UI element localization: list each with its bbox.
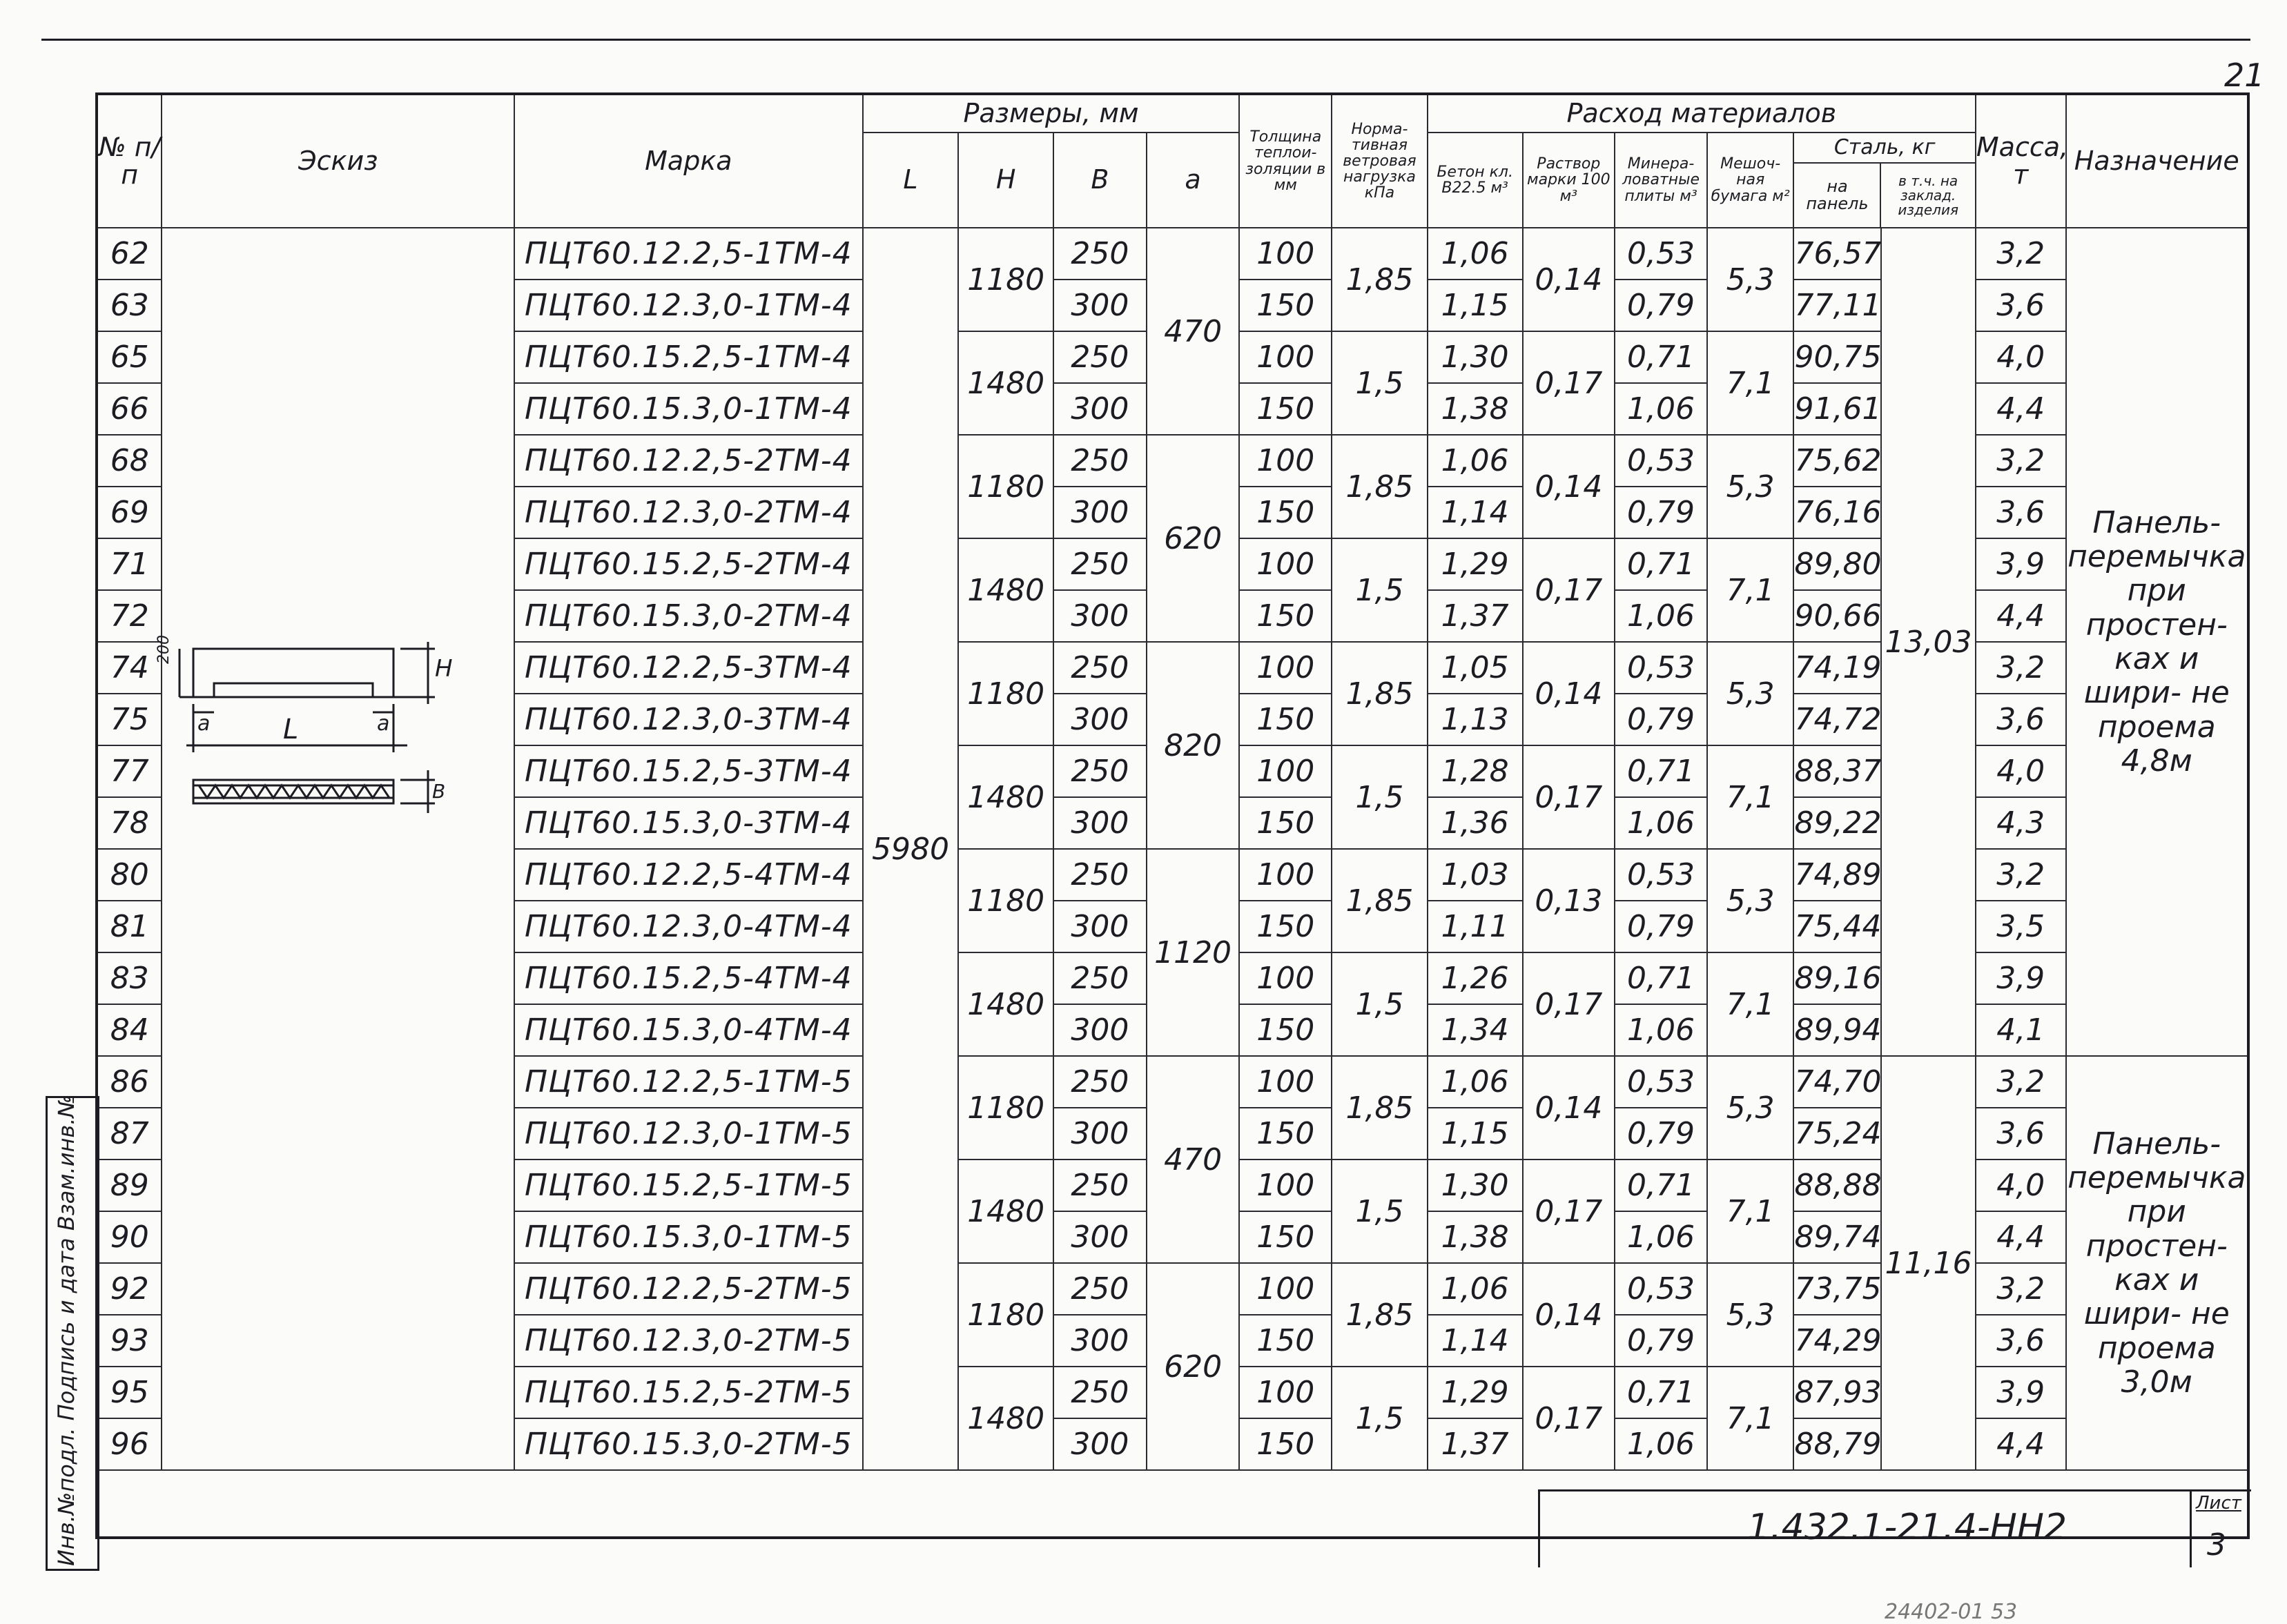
row-steel: 76,16 [1793,487,1881,538]
row-B: 300 [1053,1108,1147,1160]
row-steel: 74,72 [1793,694,1881,745]
row-mass: 3,2 [1976,849,2066,901]
row-mineral: 0,53 [1615,642,1707,694]
row-mineral: 1,06 [1615,797,1707,849]
panel-sketch [155,635,476,856]
row-B: 300 [1053,280,1147,331]
row-wind: 1,5 [1332,331,1428,435]
row-mass: 3,2 [1976,642,2066,694]
row-purpose: Панель- перемычка при простен- ках и шири- не проема 4,8м [2066,228,2248,1056]
row-a: 620 [1147,435,1240,642]
row-mass: 3,2 [1976,228,2066,280]
row-bag: 5,3 [1707,849,1794,952]
row-steel: 75,24 [1793,1108,1881,1160]
row-B: 300 [1053,383,1147,435]
row-number: 71 [97,538,162,590]
row-mortar: 0,14 [1523,642,1615,745]
row-mineral: 0,79 [1615,1315,1707,1367]
col-sketch: Эскиз [162,94,514,228]
row-thickness: 100 [1239,228,1332,280]
row-mark: ПЦТ60.15.3,0-4ТМ-4 [514,1004,863,1056]
row-mark: ПЦТ60.12.3,0-1ТМ-5 [514,1108,863,1160]
row-thickness: 150 [1239,694,1332,745]
col-purpose: Назначение [2066,94,2248,228]
row-thickness: 150 [1239,590,1332,642]
row-mark: ПЦТ60.15.2,5-2ТМ-5 [514,1367,863,1418]
row-steel: 88,37 [1793,745,1881,797]
row-B: 250 [1053,1263,1147,1315]
row-bag: 5,3 [1707,1056,1794,1160]
row-wind: 1,85 [1332,642,1428,745]
row-thickness: 150 [1239,487,1332,538]
sketch-dim-L: L [283,714,299,745]
row-mortar: 0,14 [1523,1056,1615,1160]
row-bag: 5,3 [1707,228,1794,331]
row-B: 250 [1053,1056,1147,1108]
row-thickness: 150 [1239,1315,1332,1367]
row-mineral: 0,79 [1615,487,1707,538]
row-concrete: 1,15 [1428,1108,1523,1160]
row-steel: 89,74 [1793,1211,1881,1263]
row-mortar: 0,14 [1523,1263,1615,1367]
row-H: 1480 [958,538,1053,642]
row-mineral: 0,79 [1615,901,1707,952]
row-mass: 3,2 [1976,1056,2066,1108]
row-mortar: 0,17 [1523,538,1615,642]
row-mineral: 0,71 [1615,331,1707,383]
bottom-code: 24402-01 53 [1885,1600,2018,1624]
row-B: 250 [1053,849,1147,901]
row-thickness: 100 [1239,745,1332,797]
sketch-dim-H: H [435,655,453,683]
row-wind: 1,5 [1332,952,1428,1056]
row-steel: 90,66 [1793,590,1881,642]
row-B: 250 [1053,1367,1147,1418]
row-mineral: 0,79 [1615,1108,1707,1160]
sketch-dim-200: 200 [155,635,173,664]
sheet-corner-number: 21 [2224,57,2265,94]
row-mass: 4,0 [1976,331,2066,383]
row-mark: ПЦТ60.15.3,0-3ТМ-4 [514,797,863,849]
row-mineral: 1,06 [1615,1418,1707,1470]
row-steel: 74,89 [1793,849,1881,901]
dim-L: L [863,133,959,228]
group-steel: Сталь, кг [1794,133,1974,164]
row-number: 62 [97,228,162,280]
row-steel: 91,61 [1793,383,1881,435]
row-steel: 89,94 [1793,1004,1881,1056]
row-bag: 7,1 [1707,745,1794,849]
row-number: 65 [97,331,162,383]
row-steel: 74,19 [1793,642,1881,694]
row-number: 69 [97,487,162,538]
row-thickness: 100 [1239,952,1332,1004]
row-concrete: 1,30 [1428,1160,1523,1211]
row-thickness: 150 [1239,383,1332,435]
row-number: 84 [97,1004,162,1056]
row-bag: 7,1 [1707,1367,1794,1470]
row-steel: 88,88 [1793,1160,1881,1211]
row-B: 300 [1053,1315,1147,1367]
row-mineral: 0,71 [1615,1160,1707,1211]
row-mark: ПЦТ60.15.3,0-2ТМ-5 [514,1418,863,1470]
col-mortar: Раствор марки 100 м³ [1523,133,1615,228]
row-mineral: 1,06 [1615,1004,1707,1056]
row-a: 470 [1147,1056,1240,1263]
row-mass: 3,2 [1976,435,2066,487]
row-mark: ПЦТ60.12.3,0-2ТМ-4 [514,487,863,538]
row-mineral: 0,79 [1615,280,1707,331]
row-number: 81 [97,901,162,952]
row-mass: 3,9 [1976,1367,2066,1418]
row-thickness: 100 [1239,1160,1332,1211]
row-concrete: 1,13 [1428,694,1523,745]
title-block [1538,1489,2251,1567]
row-bag: 7,1 [1707,331,1794,435]
row-B: 250 [1053,745,1147,797]
row-mass: 4,1 [1976,1004,2066,1056]
row-mineral: 0,53 [1615,849,1707,901]
row-concrete: 1,36 [1428,797,1523,849]
row-mark: ПЦТ60.12.3,0-3ТМ-4 [514,694,863,745]
col-wind: Норма- тивная ветровая нагрузка кПа [1332,94,1428,228]
row-H: 1480 [958,331,1053,435]
row-concrete: 1,37 [1428,590,1523,642]
row-wind: 1,5 [1332,1367,1428,1470]
row-thickness: 100 [1239,1367,1332,1418]
row-steel-embedded: 11,16 [1881,1056,1976,1470]
row-wind: 1,85 [1332,228,1428,331]
row-mark: ПЦТ60.12.2,5-4ТМ-4 [514,849,863,901]
col-mass: Масса, т [1976,94,2066,228]
row-concrete: 1,38 [1428,1211,1523,1263]
row-concrete: 1,37 [1428,1418,1523,1470]
row-number: 80 [97,849,162,901]
row-wind: 1,85 [1332,1056,1428,1160]
row-purpose: Панель- перемычка при простен- ках и шири- не проема 3,0м [2066,1056,2248,1470]
group-materials: Расход материалов [1428,94,1976,133]
row-B: 300 [1053,797,1147,849]
signature-sidebar [46,1096,99,1571]
row-number: 96 [97,1418,162,1470]
dim-a: a [1147,133,1240,228]
row-thickness: 150 [1239,280,1332,331]
row-mass: 4,4 [1976,590,2066,642]
row-mark: ПЦТ60.12.3,0-4ТМ-4 [514,901,863,952]
row-H: 1180 [958,849,1053,952]
row-thickness: 150 [1239,1211,1332,1263]
row-thickness: 100 [1239,1263,1332,1315]
row-mineral: 0,53 [1615,228,1707,280]
row-mineral: 0,71 [1615,952,1707,1004]
row-B: 300 [1053,1211,1147,1263]
row-mineral: 0,71 [1615,745,1707,797]
row-wind: 1,85 [1332,435,1428,538]
row-wind: 1,85 [1332,849,1428,952]
row-mass: 4,4 [1976,383,2066,435]
row-steel: 89,22 [1793,797,1881,849]
row-thickness: 100 [1239,642,1332,694]
row-bag: 5,3 [1707,642,1794,745]
row-mineral: 0,53 [1615,435,1707,487]
steel-cell [1793,133,1975,228]
row-number: 66 [97,383,162,435]
row-mortar: 0,17 [1523,745,1615,849]
col-bag: Мешоч- ная бумага м² [1707,133,1794,228]
row-number: 75 [97,694,162,745]
row-bag: 7,1 [1707,538,1794,642]
row-mineral: 1,06 [1615,1211,1707,1263]
row-mark: ПЦТ60.15.2,5-2ТМ-4 [514,538,863,590]
row-steel: 74,29 [1793,1315,1881,1367]
row-concrete: 1,03 [1428,849,1523,901]
row-mark: ПЦТ60.12.2,5-1ТМ-4 [514,228,863,280]
row-steel: 74,70 [1793,1056,1881,1108]
sketch-dim-a-left: a [197,712,211,736]
row-mass: 3,5 [1976,901,2066,952]
row-bag: 7,1 [1707,952,1794,1056]
row-concrete: 1,14 [1428,1315,1523,1367]
row-B: 250 [1053,642,1147,694]
row-mark: ПЦТ60.12.2,5-2ТМ-4 [514,435,863,487]
row-a: 1120 [1147,849,1240,1056]
table-row [97,228,2248,280]
row-H: 1480 [958,1160,1053,1263]
row-mass: 3,6 [1976,1315,2066,1367]
row-thickness: 150 [1239,1108,1332,1160]
row-mark: ПЦТ60.12.2,5-1ТМ-5 [514,1056,863,1108]
row-number: 93 [97,1315,162,1367]
row-a: 470 [1147,228,1240,435]
row-mass: 3,9 [1976,538,2066,590]
row-mass: 4,4 [1976,1211,2066,1263]
col-steel-panel: на панель [1794,164,1881,227]
row-steel: 73,75 [1793,1263,1881,1315]
row-wind: 1,5 [1332,538,1428,642]
row-thickness: 100 [1239,538,1332,590]
row-bag: 5,3 [1707,435,1794,538]
row-a: 820 [1147,642,1240,849]
row-mass: 4,3 [1976,797,2066,849]
row-mark: ПЦТ60.12.2,5-2ТМ-5 [514,1263,863,1315]
row-mineral: 1,06 [1615,590,1707,642]
col-mineral: Минера- ловатные плиты м³ [1615,133,1707,228]
row-steel: 87,93 [1793,1367,1881,1418]
row-H: 1480 [958,1367,1053,1470]
row-concrete: 1,06 [1428,435,1523,487]
row-number: 74 [97,642,162,694]
row-mineral: 0,71 [1615,1367,1707,1418]
row-mortar: 0,14 [1523,228,1615,331]
row-H: 1480 [958,745,1053,849]
row-steel: 77,11 [1793,280,1881,331]
row-mass: 3,2 [1976,1263,2066,1315]
row-mark: ПЦТ60.12.3,0-1ТМ-4 [514,280,863,331]
row-steel: 76,57 [1793,228,1881,280]
row-concrete: 1,14 [1428,487,1523,538]
row-B: 250 [1053,952,1147,1004]
row-steel: 89,16 [1793,952,1881,1004]
row-H: 1180 [958,642,1053,745]
sheet-number: 3 [2207,1527,2226,1563]
row-mass: 3,6 [1976,487,2066,538]
row-mortar: 0,14 [1523,435,1615,538]
row-thickness: 100 [1239,331,1332,383]
row-B: 250 [1053,331,1147,383]
row-mortar: 0,13 [1523,849,1615,952]
row-number: 77 [97,745,162,797]
row-mark: ПЦТ60.12.3,0-2ТМ-5 [514,1315,863,1367]
row-mark: ПЦТ60.15.2,5-1ТМ-4 [514,331,863,383]
row-B: 300 [1053,487,1147,538]
sketch-dim-B: B [432,780,446,803]
row-L: 5980 [863,228,959,1470]
row-bag: 5,3 [1707,1263,1794,1367]
row-mass: 3,6 [1976,694,2066,745]
row-B: 300 [1053,901,1147,952]
row-thickness: 150 [1239,901,1332,952]
row-B: 300 [1053,1418,1147,1470]
row-H: 1180 [958,1056,1053,1160]
row-concrete: 1,15 [1428,280,1523,331]
row-concrete: 1,38 [1428,383,1523,435]
row-mark: ПЦТ60.12.2,5-3ТМ-4 [514,642,863,694]
row-mineral: 0,79 [1615,694,1707,745]
row-number: 63 [97,280,162,331]
row-mark: ПЦТ60.15.2,5-3ТМ-4 [514,745,863,797]
row-mark: ПЦТ60.15.3,0-1ТМ-5 [514,1211,863,1263]
row-number: 72 [97,590,162,642]
group-dims: Размеры, мм [863,94,1240,133]
row-B: 300 [1053,694,1147,745]
row-concrete: 1,06 [1428,1263,1523,1315]
row-steel: 90,75 [1793,331,1881,383]
row-mortar: 0,17 [1523,1160,1615,1263]
row-steel: 89,80 [1793,538,1881,590]
row-mineral: 0,71 [1615,538,1707,590]
row-wind: 1,5 [1332,1160,1428,1263]
row-concrete: 1,28 [1428,745,1523,797]
row-wind: 1,85 [1332,1263,1428,1367]
row-mark: ПЦТ60.15.2,5-4ТМ-4 [514,952,863,1004]
row-concrete: 1,34 [1428,1004,1523,1056]
row-B: 250 [1053,228,1147,280]
row-concrete: 1,29 [1428,1367,1523,1418]
row-mortar: 0,17 [1523,952,1615,1056]
row-concrete: 1,06 [1428,1056,1523,1108]
row-number: 83 [97,952,162,1004]
row-thickness: 150 [1239,1418,1332,1470]
col-concrete: Бетон кл. В22.5 м³ [1428,133,1523,228]
row-wind: 1,5 [1332,745,1428,849]
col-num: № п/п [97,94,162,228]
row-H: 1180 [958,1263,1053,1367]
row-thickness: 150 [1239,797,1332,849]
row-mark: ПЦТ60.15.3,0-1ТМ-4 [514,383,863,435]
row-thickness: 100 [1239,435,1332,487]
row-number: 90 [97,1211,162,1263]
document-code: 1.432.1-21.4-НН2 [1747,1507,2067,1548]
row-mark: ПЦТ60.15.2,5-1ТМ-5 [514,1160,863,1211]
dim-B: B [1053,133,1147,228]
row-steel-embedded: 13,03 [1881,228,1976,1056]
row-number: 92 [97,1263,162,1315]
row-H: 1180 [958,435,1053,538]
row-H: 1180 [958,228,1053,331]
row-thickness: 100 [1239,849,1332,901]
row-B: 300 [1053,1004,1147,1056]
row-steel: 75,62 [1793,435,1881,487]
row-concrete: 1,06 [1428,228,1523,280]
row-concrete: 1,05 [1428,642,1523,694]
row-a: 620 [1147,1263,1240,1470]
row-number: 78 [97,797,162,849]
row-concrete: 1,29 [1428,538,1523,590]
row-mark: ПЦТ60.15.3,0-2ТМ-4 [514,590,863,642]
row-steel: 75,44 [1793,901,1881,952]
row-steel: 88,79 [1793,1418,1881,1470]
row-mass: 3,6 [1976,1108,2066,1160]
sheet-box [2190,1491,2251,1567]
row-B: 250 [1053,538,1147,590]
row-mineral: 1,06 [1615,383,1707,435]
col-steel-embedded: в т.ч. на заклад. изделия [1898,172,1958,218]
row-mass: 4,4 [1976,1418,2066,1470]
row-number: 89 [97,1160,162,1211]
row-thickness: 150 [1239,1004,1332,1056]
row-bag: 7,1 [1707,1160,1794,1263]
row-concrete: 1,11 [1428,901,1523,952]
row-number: 68 [97,435,162,487]
sidebar-text: Инв.№подл. Подпись и дата Взам.инв.№ [53,1095,79,1566]
row-mineral: 0,53 [1615,1263,1707,1315]
row-number: 87 [97,1108,162,1160]
sketch-dim-a-right: a [377,712,390,736]
sheet-label: Лист [2196,1493,2241,1514]
row-mortar: 0,17 [1523,331,1615,435]
row-H: 1480 [958,952,1053,1056]
col-mark: Марка [514,94,863,228]
row-mass: 4,0 [1976,745,2066,797]
row-mass: 4,0 [1976,1160,2066,1211]
dim-H: H [958,133,1053,228]
row-number: 86 [97,1056,162,1108]
row-B: 300 [1053,590,1147,642]
row-mortar: 0,17 [1523,1367,1615,1470]
row-B: 250 [1053,1160,1147,1211]
row-concrete: 1,26 [1428,952,1523,1004]
row-concrete: 1,30 [1428,331,1523,383]
col-thickness: Толщина теплои- золяции в мм [1239,94,1332,228]
row-mineral: 0,53 [1615,1056,1707,1108]
top-border-line [41,39,2250,41]
row-B: 250 [1053,435,1147,487]
row-thickness: 100 [1239,1056,1332,1108]
row-number: 95 [97,1367,162,1418]
row-mass: 3,9 [1976,952,2066,1004]
row-mass: 3,6 [1976,280,2066,331]
